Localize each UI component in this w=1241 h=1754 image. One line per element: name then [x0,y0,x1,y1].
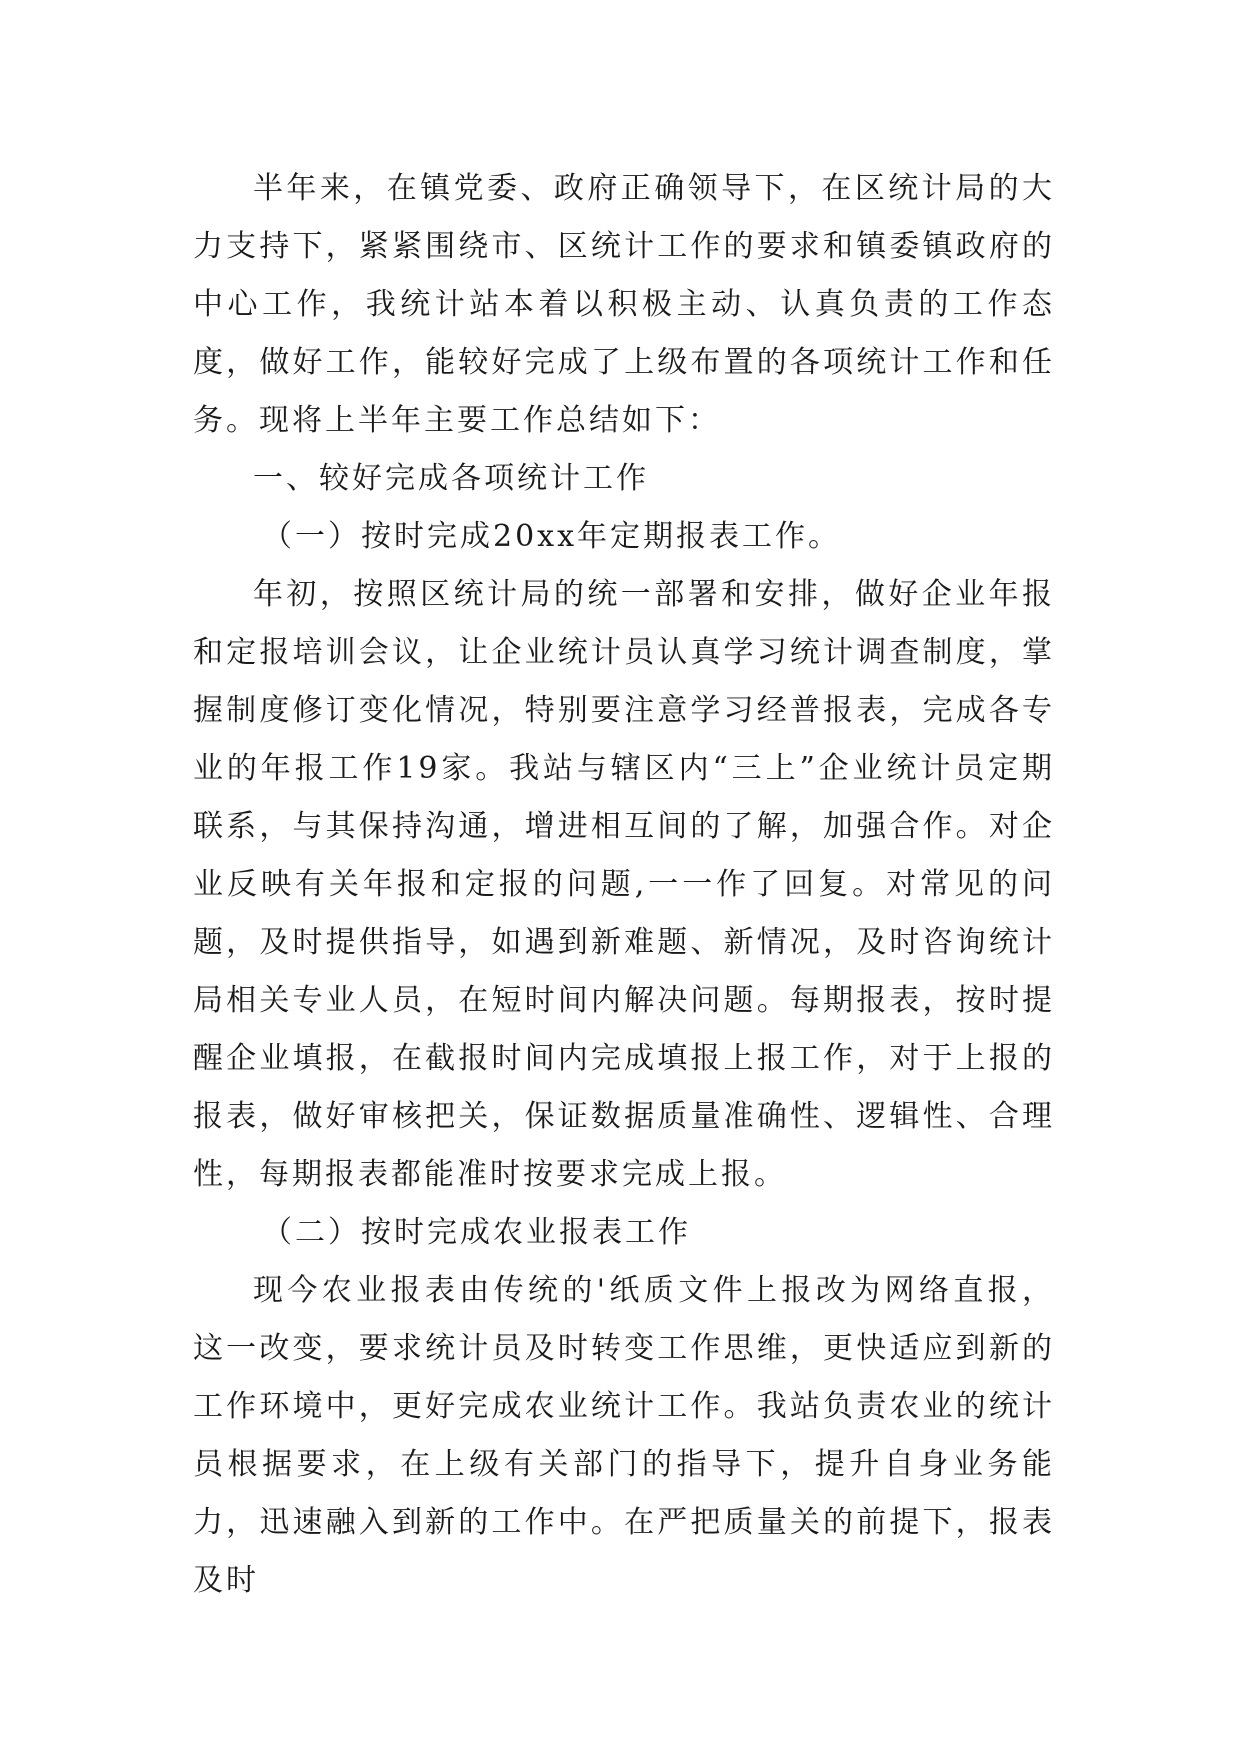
section-heading-1: 一、较好完成各项统计工作 [253,461,649,496]
intro-paragraph: 半年来，在镇党委、政府正确领导下，在区统计局的大力支持下，紧紧围绕市、区统计工作的要求和镇委镇政府的中心工作，我统计站本着以积极主动、认真负责的工作态度，做好工作，能较好完成了上级布置的各项统计工作和任务。现将上半年主要工作总结如下： [193,171,1055,438]
document-body [193,160,1055,1610]
body-paragraph-2: 现今农业报表由传统的'纸质文件上报改为网络直报，这一改变，要求统计员及时转变工作思维，更快适应到新的工作环境中，更好完成农业统计工作。我站负责农业的统计员根据要求，在上级有关部门的指导下，提升自身业务能力，迅速融入到新的工作中。在严把质量关的前提下，报表及时 [193,1273,1055,1598]
subsection-heading-1: （一）按时完成20xx年定期报表工作。 [262,519,842,554]
body-paragraph-1: 年初，按照区统计局的统一部署和安排，做好企业年报和定报培训会议，让企业统计员认真学习统计调查制度，掌握制度修订变化情况，特别要注意学习经普报表，完成各专业的年报工作19家。我站与辖区内“三上”企业统计员定期联系，与其保持沟通，增进相互间的了解，加强合作。对企业反映有关年报和定报的问题,一一作了回复。对常见的问题，及时提供指导，如遇到新难题、新情况，及时咨询统计局相关专业人员，在短时间内解决问题。每期报表，按时提醒企业填报，在截报时间内完成填报上报工作，对于上报的报表，做好审核把关，保证数据质量准确性、逻辑性、合理性，每期报表都能准时按要求完成上报。 [193,577,1055,1192]
subsection-heading-2: （二）按时完成农业报表工作 [262,1215,691,1250]
